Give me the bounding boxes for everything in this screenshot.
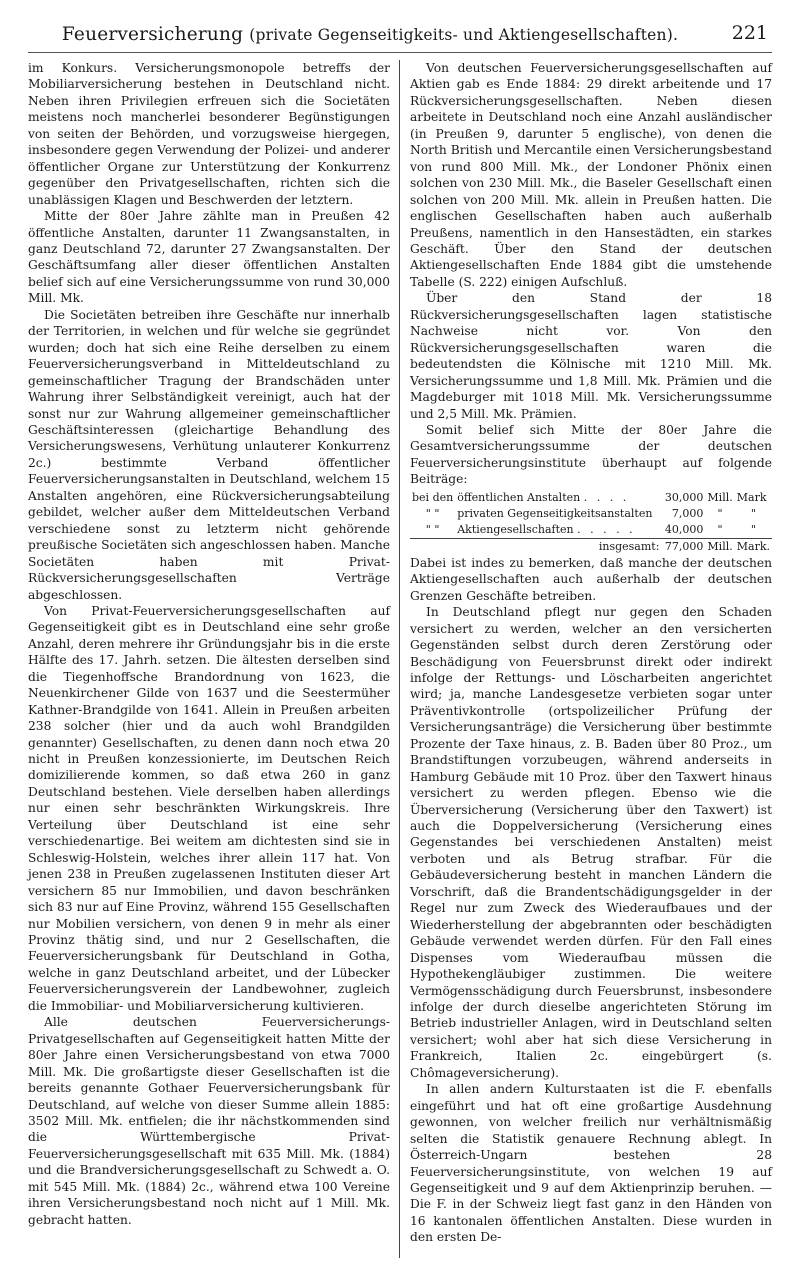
row-prefix: " " (425, 506, 440, 520)
paragraph: In Deutschland pflegt nur gegen den Schaden versichert zu werden, welcher an den versicherten Gegenständen selbst durch deren Zerstörung oder Beschädigung von Feuersbrunst direkt oder indirekt infolge der Rettungs- und Löscharbeiten angerichtet wird; ja, manche Landesgesetze verbieten sogar unter Präventivkontrolle (ortspolizeilicher Prüfung der Versicherungsanträge) die Versicherung über bestimmte Prozente der Taxe hinaus, z. B. Baden über 80 Proz., um Brandstiftungen vorzubeugen, während anderseits in Hamburg Gebäude mit 10 Proz. über den Taxwert hinaus versichert zu werden pflegen. Ebenso wie die Überversicherung (Versicherung über den Taxwert) ist auch die Doppelversicherung (Versicherung eines Gegenstandes bei verschiedenen Anstalten) meist verboten und als Betrug strafbar. Für die Gebäudeversicherung besteht in manchen Ländern die Vorschrift, daß die Brandentschädigungsgelder in der Regel nur zum Zweck des Wiederaufbaues und der Wiederherstellung der abgebrannten oder beschädigten Gebäude verwendet werden dürfen. Für den Fall eines Dispenses vom Wiederaufbau müssen die Hypothekengläubiger zustimmen. Die weitere Vermögensschädigung durch Feuersbrunst, insbesondere infolge der durch dieselbe angerichteten Störung im Betrieb industrieller Anlagen, wird in Deutschland selten versichert; wohl aber hat sich diese Versicherung in Frankreich, Italien 2c. eingebürgert (s. Chômageversicherung). (410, 605, 772, 1080)
row-value: 7,000 (671, 506, 704, 520)
paragraph: Von Privat-Feuerversicherungsgesellschaften auf Gegenseitigkeit gibt es in Deutschland eine sehr große Anzahl, deren mehrere ihr Gründungsjahr bis in die erste Hälfte des 17. Jahrh. setzen. Die ältesten derselben sind die Tiegenhoffsche Brandordnung von 1623, die Neuenkirchener Gilde von 1637 und die Seestermüher Kathner-Brandgilde von 1641. Allein in Preußen arbeiten 238 solcher (hier und da auch wohl Brandgilden genannter) Gesellschaften, zu denen dann noch etwa 20 nicht in Preußen konzessionierte, im Deutschen Reich domizilierende kommen, so daß etwa 260 in ganz Deutschland bestehen. Viele derselben haben allerdings nur einen sehr beschränkten Wirkungskreis. Ihre Verteilung über Deutschland ist eine sehr verschiedenartige. Bei weitem am dichtesten sind sie in Schleswig-Holstein, welches ihrer allein 117 hat. Von jenen 238 in Preußen zugelassenen Instituten dieser Art versichern 85 nur Immobilien, und davon beschränken sich 83 nur auf Eine Provinz, während 155 Gesellschaften nur Mobilien versichern, von denen 9 in mehr als einer Provinz thätig sind, und nur 2 Gesellschaften, die Feuerversicherungsbank für Deutschland in Gotha, welche in ganz Deutschland arbeitet, und der Lübecker Feuerversicherungsverein der Landbewohner, zugleich die Immobiliar- und Mobiliarversicherung kultivieren. (28, 603, 390, 1013)
row-value: 40,000 (664, 522, 704, 536)
row-unit1: Mill. (707, 490, 733, 504)
paragraph: Über den Stand der 18 Rückversicherungsgesellschaften lagen statistische Nachweise nicht vor. Von den Rückversicherungsgesellschaften waren die bedeutendsten die Kölnische mit 1210 Mill. Mk. Versicherungssumme und 1,8 Mill. Mk. Prämien und die Magdeburger mit 1018 Mill. Mk. Versicherungssumme und 2,5 Mill. Mk. Prämien. (410, 291, 772, 421)
paragraph: Alle deutschen Feuerversicherungs-Privatgesellschaften auf Gegenseitigkeit hatten Mitte der 80er Jahre einen Versicherungsbestand von etwa 7000 Mill. Mk. Die großartigste dieser Gesellschaften ist die bereits genannte Gothaer Feuerversicherungsbank für Deutschland, auf welche von dieser Summe allein 1885: 3502 Mill. Mk. entfielen; die ihr nächstkommenden sind die Württembergische Privat-Feuerversicherungsgesellschaft mit 635 Mill. Mk. (1884) und die Brandversicherungsgesellschaft zu Schwedt a. O. mit 545 Mill. Mk. (1884) 2c., während etwa 100 Vereine ihren Versicherungsbestand noch nicht auf 1 Mill. Mk. gebracht hatten. (28, 1015, 390, 1227)
row-unit1: " (717, 522, 723, 536)
table-total-row (410, 538, 772, 555)
paragraph: Somit belief sich Mitte der 80er Jahre die Gesamtversicherungssumme der deutschen Feuerversicherungsinstitute überhaupt auf folgende Beiträge: (410, 422, 772, 487)
column-divider (399, 60, 400, 1258)
total-label: insgesamt: (455, 538, 661, 555)
table-row (410, 490, 772, 506)
row-unit2: Mark (736, 490, 767, 504)
table-row (410, 522, 772, 539)
row-label: Aktiengesellschaften . . . . . (457, 522, 636, 536)
row-label: privaten Gegenseitigkeitsanstalten (457, 506, 653, 520)
insurance-sum-table (410, 490, 772, 555)
row-value: 30,000 (664, 490, 704, 504)
row-unit2: " (750, 506, 756, 520)
total-unit2: Mark. (736, 539, 770, 553)
table-row (410, 506, 772, 522)
row-unit1: " (717, 506, 723, 520)
left-column (28, 60, 390, 1228)
running-title (28, 24, 712, 45)
paragraph: Dabei ist indes zu bemerken, daß manche der deutschen Aktiengesellschaften auch außerhalb der deutschen Grenzen Geschäfte betreiben. (410, 555, 772, 603)
row-unit2: " (750, 522, 756, 536)
running-title-main: Feuerversicherung (61, 24, 244, 45)
paragraph: Die Societäten betreiben ihre Geschäfte nur innerhalb der Territorien, in welchen und für welche sie gegründet wurden; doch hat sich eine Reihe derselben zu einem Feuerversicherungsverband in Mitteldeutschland zu gemeinschaftlicher Tragung der Brandschäden unter Wahrung ihrer Selbständigkeit vereinigt, auch hat der sonst nur zur Wahrung allgemeiner gemeinschaftlicher Geschäftsinteressen (gleichartige Behandlung des Versicherungswesens, Verhütung unlauterer Konkurrenz 2c.) bestimmte Verband öffentlicher Feuerversicherungsanstalten in Deutschland, welchem 15 Anstalten angehören, eine Rückversicherungsabteilung gebildet, welcher außer dem Mitteldeutschen Verband verschiedene sonst zu letzterm nicht gehörende preußische Societäten sich angeschlossen haben. Manche Societäten haben mit Privat-Rückversicherungsgesellschaften Verträge abgeschlossen. (28, 307, 390, 602)
right-column (410, 60, 772, 1246)
total-unit1: Mill. (707, 539, 733, 553)
running-title-sub: (private Gegenseitigkeits- und Aktiengesellschaften). (249, 26, 679, 44)
row-prefix: " " (425, 522, 440, 536)
paragraph: Mitte der 80er Jahre zählte man in Preußen 42 öffentliche Anstalten, darunter 11 Zwangsanstalten, in ganz Deutschland 72, darunter 27 Zwangsanstalten. Der Geschäftsumfang aller dieser öffentlichen Anstalten belief sich auf eine Versicherungssumme von rund 30,000 Mill. Mk. (28, 209, 390, 306)
row-label: öffentlichen Anstalten . . . . (457, 490, 630, 504)
document-page (28, 18, 772, 1258)
text-columns (28, 60, 772, 1258)
page-header (28, 18, 772, 53)
total-value: 77,000 (661, 538, 705, 555)
row-prefix: bei den (412, 490, 454, 504)
paragraph: In allen andern Kulturstaaten ist die F. ebenfalls eingeführt und hat oft eine großartige Ausdehnung gewonnen, von welcher freilich nur verhältnismäßig selten die Statistik genauere Rechnung ablegt. In Österreich-Ungarn bestehen 28 Feuerversicherungsinstitute, von welchen 19 auf Gegenseitigkeit und 9 auf dem Aktienprinzip beruhen. — Die F. in der Schweiz liegt fast ganz in den Händen von 16 kantonalen öffentlichen Anstalten. Diese wurden in den ersten De- (410, 1082, 772, 1245)
paragraph: im Konkurs. Versicherungsmonopole betreffs der Mobiliarversicherung bestehen in Deutschland nicht. Neben ihren Privilegien erfreuen sich die Societäten meistens noch mancherlei besonderer Begünstigungen von seiten der Behörden, und vorzugsweise hiergegen, insbesondere gegen Verwendung der Polizei- und anderer öffentlicher Organe zur Unterstützung der Konkurrenz gegenüber den Privatgesellschaften, richten sich die unablässigen Klagen und Beschwerden der letztern. (28, 61, 390, 207)
paragraph: Von deutschen Feuerversicherungsgesellschaften auf Aktien gab es Ende 1884: 29 direkt arbeitende und 17 Rückversicherungsgesellschaften. Neben diesen arbeitete in Deutschland noch eine Anzahl ausländischer (in Preußen 9, darunter 5 englische), von denen die North British und Mercantile einen Versicherungsbestand von rund 800 Mill. Mk., der Londoner Phönix einen solchen von 230 Mill. Mk., die Baseler Gesellschaft einen solchen von 200 Mill. Mk. allein in Preußen hatten. Die englischen Gesellschaften haben auch außerhalb Preußens, namentlich in den Hansestädten, ein starkes Geschäft. Über den Stand der deutschen Aktiengesellschaften Ende 1884 gibt die umstehende Tabelle (S. 222) einigen Aufschluß. (410, 61, 772, 289)
page-number: 221 (731, 22, 768, 44)
